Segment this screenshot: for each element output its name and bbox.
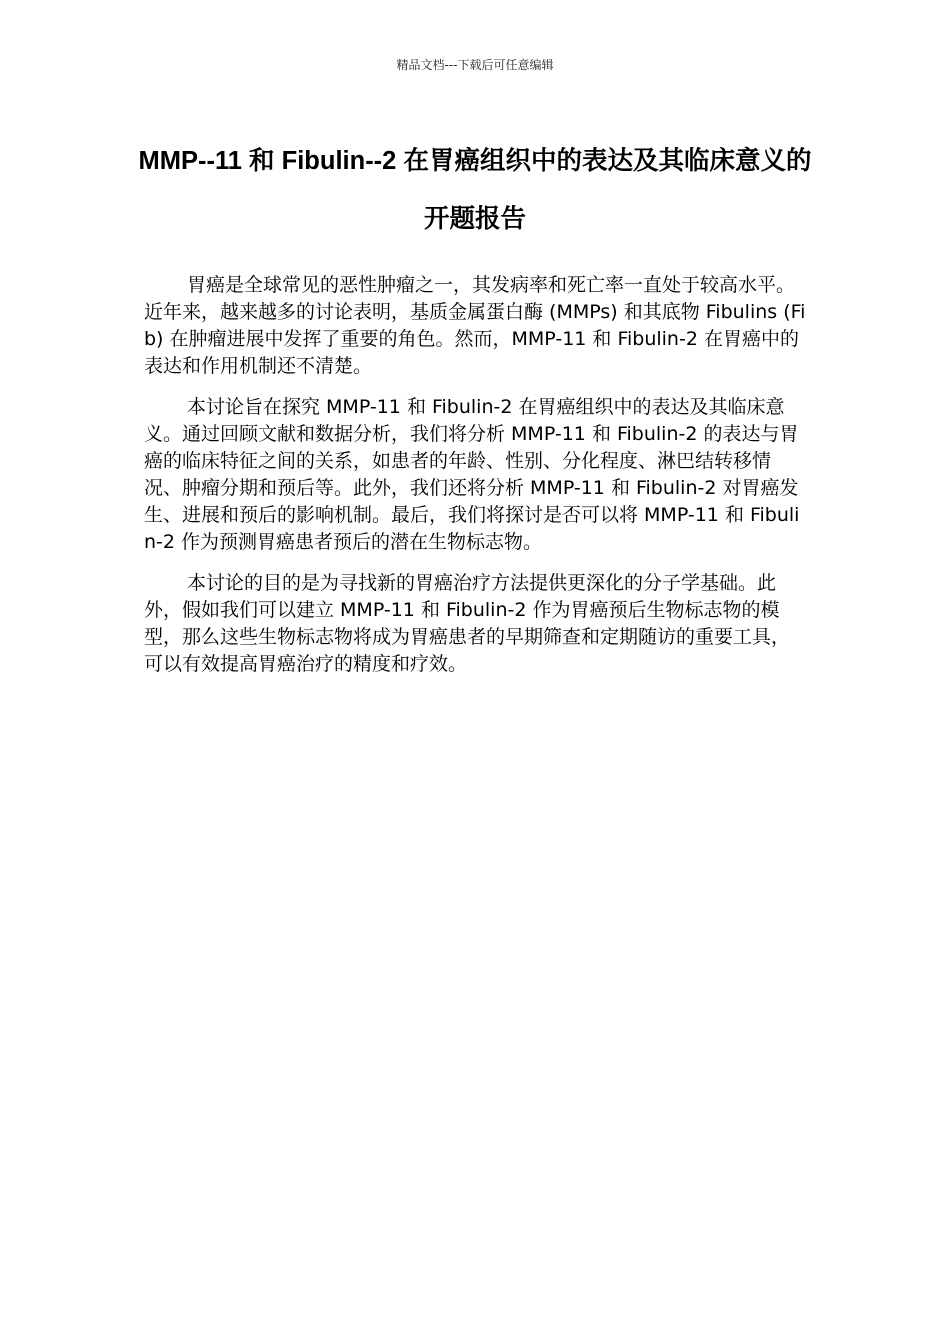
- page-title: MMP--11 和 Fibulin--2 在胃癌组织中的表达及其临床意义的开题报告: [138, 147, 812, 233]
- paragraph-3: 本讨论的目的是为寻找新的胃癌治疗方法提供更深化的分子学基础。此外，假如我们可以建立 MMP-11 和 Fibulin-2 作为胃癌预后生物标志物的模型，那么这些生物标志物将成为胃癌患者的早期筛查和定期随访的重要工具，可以有效提高胃癌治疗的精度和疗效。: [144, 572, 791, 675]
- paragraph-1: 胃癌是全球常见的恶性肿瘤之一，其发病率和死亡率一直处于较高水平。近年来，越来越多的讨论表明，基质金属蛋白酶 (MMPs) 和其底物 Fibulins (Fib) 在肿瘤进展中发挥了重要的角色。然而，MMP-11 和 Fibulin-2 在胃癌中的表达和作用机制还不清楚。: [144, 274, 806, 377]
- header-note: 精品文档---下载后可任意编辑: [396, 58, 554, 72]
- document-body: [144, 272, 806, 692]
- paragraph-2: 本讨论旨在探究 MMP-11 和 Fibulin-2 在胃癌组织中的表达及其临床意义。通过回顾文献和数据分析，我们将分析 MMP-11 和 Fibulin-2 的表达与胃癌的临床特征之间的关系，如患者的年龄、性别、分化程度、淋巴结转移情况、肿瘤分期和预后等。此外，我们还将分析 MMP-11 和 Fibulin-2 对胃癌发生、进展和预后的影响机制。最后，我们将探讨是否可以将 MMP-11 和 Fibulin-2 作为预测胃癌患者预后的潜在生物标志物。: [144, 396, 800, 553]
